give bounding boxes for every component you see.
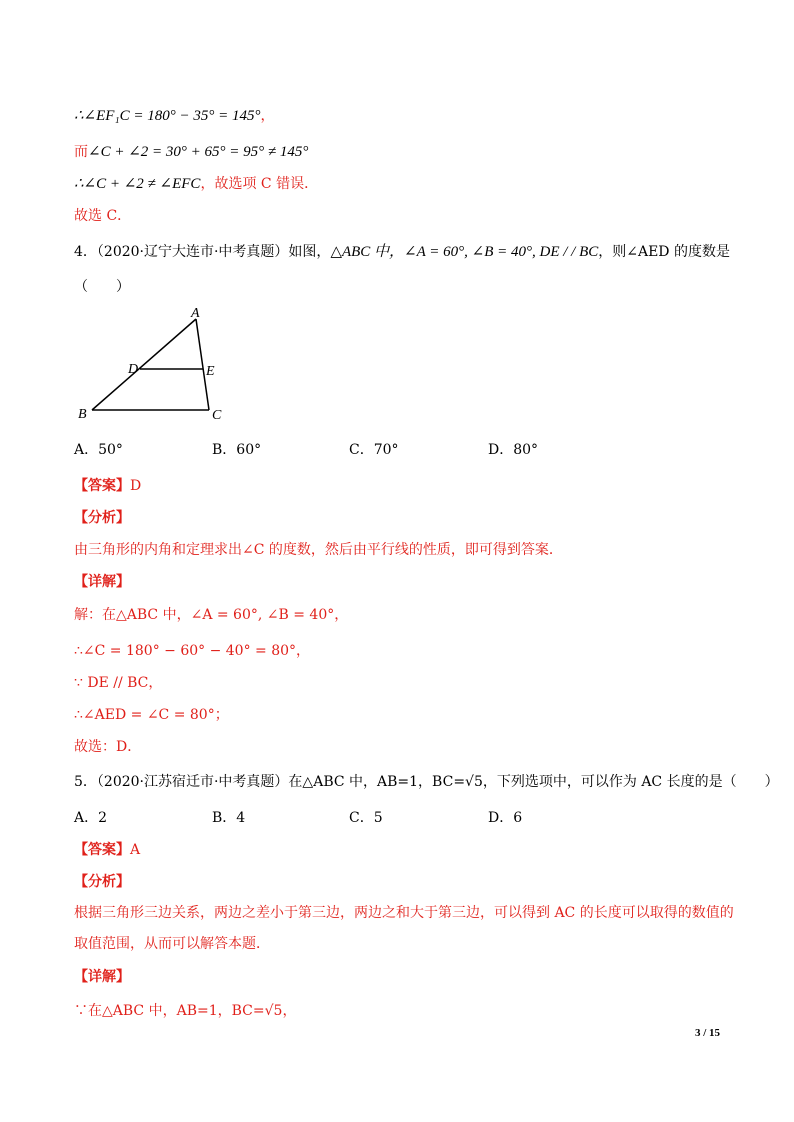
- text: 而: [74, 144, 88, 160]
- question-ask: ，则∠AED 的度数是: [598, 244, 730, 260]
- answer-parentheses: （ ）: [74, 279, 130, 295]
- solution-line-2: [74, 143, 308, 161]
- equation: ∠C + ∠2 = 30° + 65° = 95° ≠ 145°: [88, 144, 309, 160]
- detail-line-3: ∵ DE // BC，: [74, 675, 163, 691]
- answer-value: A: [130, 842, 141, 858]
- option-b: B．60°: [212, 442, 262, 458]
- question-source: 4．（2020·辽宁大连市·中考真题）如图，: [74, 244, 331, 260]
- triangle-figure: [72, 303, 242, 423]
- solution-line-1: [74, 107, 275, 125]
- q5-analysis-label: 【分析】: [74, 874, 130, 890]
- q5-detail-line-1: ∵在△ABC 中，AB=1，BC=√5，: [74, 1003, 297, 1019]
- detail-label: 【详解】: [74, 574, 130, 590]
- solution-line-3: [74, 175, 318, 193]
- q5-option-a: A．2: [74, 810, 108, 826]
- equation: ∴∠EF₁C = 180° − 35° = 145°: [74, 108, 261, 124]
- q5-option-c: C．5: [349, 810, 383, 826]
- conclusion: 故选 C．: [74, 208, 132, 224]
- q5-analysis-line-2: 取值范围，从而可以解答本题．: [74, 936, 270, 952]
- q5-option-d: D．6: [488, 810, 523, 826]
- question-5-stem: 5．（2020·江苏宿迁市·中考真题）在△ABC 中，AB=1，BC=√5，下列选项中，可以作为 AC 长度的是（ ）: [74, 774, 779, 790]
- vertex-label-c: C: [212, 408, 222, 423]
- analysis-label: 【分析】: [74, 510, 130, 526]
- vertex-label-b: B: [78, 407, 87, 422]
- option-d: D．80°: [488, 442, 539, 458]
- option-a: A．50°: [74, 442, 123, 458]
- equation: ∴∠C + ∠2 ≠ ∠EFC: [74, 176, 201, 192]
- analysis-text: 由三角形的内角和定理求出∠C 的度数，然后由平行线的性质，即可得到答案．: [74, 542, 563, 558]
- vertex-label-e: E: [206, 364, 215, 379]
- question-math: △ABC 中，∠A = 60°, ∠B = 40°, DE / / BC: [330, 244, 599, 260]
- question-4-stem: [74, 243, 730, 261]
- q5-option-b: B．4: [212, 810, 246, 826]
- page-number: 3 / 15: [694, 1027, 720, 1039]
- vertex-label-d: D: [128, 362, 139, 377]
- answer-label: 【答案】: [74, 842, 130, 858]
- answer-line: [74, 477, 141, 495]
- answer-value: D: [130, 478, 142, 494]
- detail-line-5: 故选：D．: [74, 739, 142, 755]
- text: ，故选项 C 错误．: [200, 176, 319, 192]
- punctuation: ，: [260, 108, 275, 124]
- detail-line-2: ∴∠C = 180° − 60° − 40° = 80°，: [74, 643, 311, 659]
- option-c: C．70°: [349, 442, 399, 458]
- answer-label: 【答案】: [74, 478, 130, 494]
- q5-analysis-line-1: 根据三角形三边关系，两边之差小于第三边，两边之和大于第三边，可以得到 AC 的长度可以取得的数值的: [74, 905, 734, 921]
- detail-line-1: 解：在△ABC 中，∠A = 60°, ∠B = 40°，: [74, 607, 349, 623]
- vertex-label-a: A: [191, 306, 200, 321]
- q5-answer-line: [74, 841, 140, 859]
- q5-detail-label: 【详解】: [74, 969, 130, 985]
- detail-line-4: ∴∠AED = ∠C = 80°；: [74, 707, 229, 723]
